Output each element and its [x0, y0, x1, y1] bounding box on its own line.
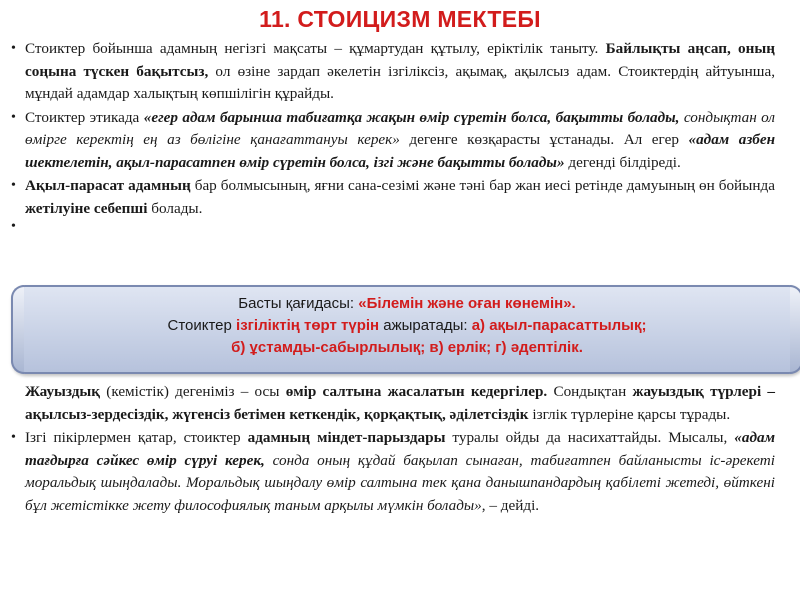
- content-top: [10, 38, 775, 234]
- text: Стоиктер: [167, 317, 237, 334]
- red-text: а) ақыл-парасаттылық;: [471, 317, 647, 334]
- bold-text: жетілуіне себепші: [25, 199, 148, 217]
- text: бар болмысының, яғни сана-сезімі және тәні бар жан иесі ретінде дамуының өн бойында: [190, 177, 775, 194]
- list-item-empty: [10, 220, 775, 234]
- text: (кемістік) дегеніміз – осы: [100, 383, 286, 400]
- bold-italic-text: «егер адам барынша табиғатқа жақын өмір сүретін болса, бақытты болады,: [143, 108, 680, 126]
- principle-line-2: [13, 315, 800, 337]
- content-bottom: [10, 381, 775, 517]
- red-text: ізгіліктің төрт түрін: [236, 317, 380, 334]
- bullet-icon: •: [11, 109, 16, 125]
- text: туралы ойды да насихаттайды. Мысалы,: [445, 429, 735, 446]
- bold-text: адамның: [128, 177, 191, 194]
- text: Сондықтан: [547, 383, 633, 400]
- italic-text: сонда оның құдай бақылап сынаған, табиғатпен байланысты іс-әрекеті моральдық шыңдалады. Моральдық шыңдалу өмір салтына тек қана данышпандардың қабілеті жетеді, өйткені бұл жетістікке жету философиялық таным арқылы мүмкін болады»: [25, 451, 775, 514]
- text: ажыратады:: [379, 317, 472, 334]
- slide-title: 11. СТОИЦИЗМ МЕКТЕБІ: [259, 6, 541, 32]
- text: Ізгі пікірлермен қатар, стоиктер: [25, 429, 248, 446]
- text: Басты қағидасы:: [238, 295, 359, 312]
- bullet-icon: •: [11, 219, 16, 234]
- bold-text: Байлықты аңсап, оның соңына түскен бақытсыз,: [25, 40, 775, 80]
- list-item-goal: [10, 38, 775, 106]
- text: Стоиктер этикада: [25, 108, 144, 126]
- bullet-icon: •: [11, 430, 16, 445]
- paragraph-vice: [10, 381, 775, 426]
- text: ізглік түрлеріне қарсы тұрады.: [528, 405, 731, 423]
- text: ол өзіне зардап әкелетін ізгіліксіз, ақымақ, ақылсыз адам. Стоиктердің айтуынша, мұндай адамдар халықтың көпшілігін құрайды.: [25, 62, 775, 102]
- bold-text: өмір салтына жасалатын кедергілер.: [285, 383, 548, 400]
- bullet-icon: •: [11, 41, 16, 56]
- bullet-icon: •: [11, 178, 16, 193]
- bold-italic-text: «адам азбен шектелетін, ақыл-парасатпен өмір сүретін болса, ізгі және бақытты болады»: [25, 131, 776, 171]
- list-item-ethics: [10, 107, 775, 175]
- bold-text: жауыздық түрлері – ақылсыз-зердесіздік, жүгенсіз бетімен кеткендік, қорқақтық, әділетсіздік: [25, 383, 775, 423]
- red-text: «Білемін және оған көнемін».: [358, 295, 576, 312]
- bold-text: адамның міндет-парыздары: [247, 429, 446, 446]
- bold-text: Ақыл-парасат: [25, 177, 125, 194]
- text: дегенге көзқарасты ұстанады. Ал егер: [399, 131, 689, 148]
- list-item-reason: [10, 175, 775, 220]
- principle-panel: [11, 285, 800, 374]
- text: дегенді білдіреді.: [564, 153, 681, 171]
- red-text: б) ұстамды-сабырлылық; в) ерлік; г) әдептілік.: [231, 339, 583, 356]
- list-item-duty: [10, 427, 775, 517]
- text: , – дейді.: [481, 496, 540, 514]
- principle-line-1: [13, 293, 800, 315]
- italic-text: сондықтан ол өмірге керектің ең аз бөлігіне қанағаттануы керек»: [25, 108, 775, 148]
- principle-line-3: [13, 337, 800, 359]
- bold-text: Жауыздық: [25, 383, 101, 400]
- text: болады.: [147, 199, 203, 217]
- text: Стоиктер бойынша адамның негізгі мақсаты – құмартудан құтылу, еріктілік таныту.: [25, 40, 606, 57]
- bold-italic-text: «адам тағдырға сәйкес өмір сүруі керек,: [25, 429, 775, 469]
